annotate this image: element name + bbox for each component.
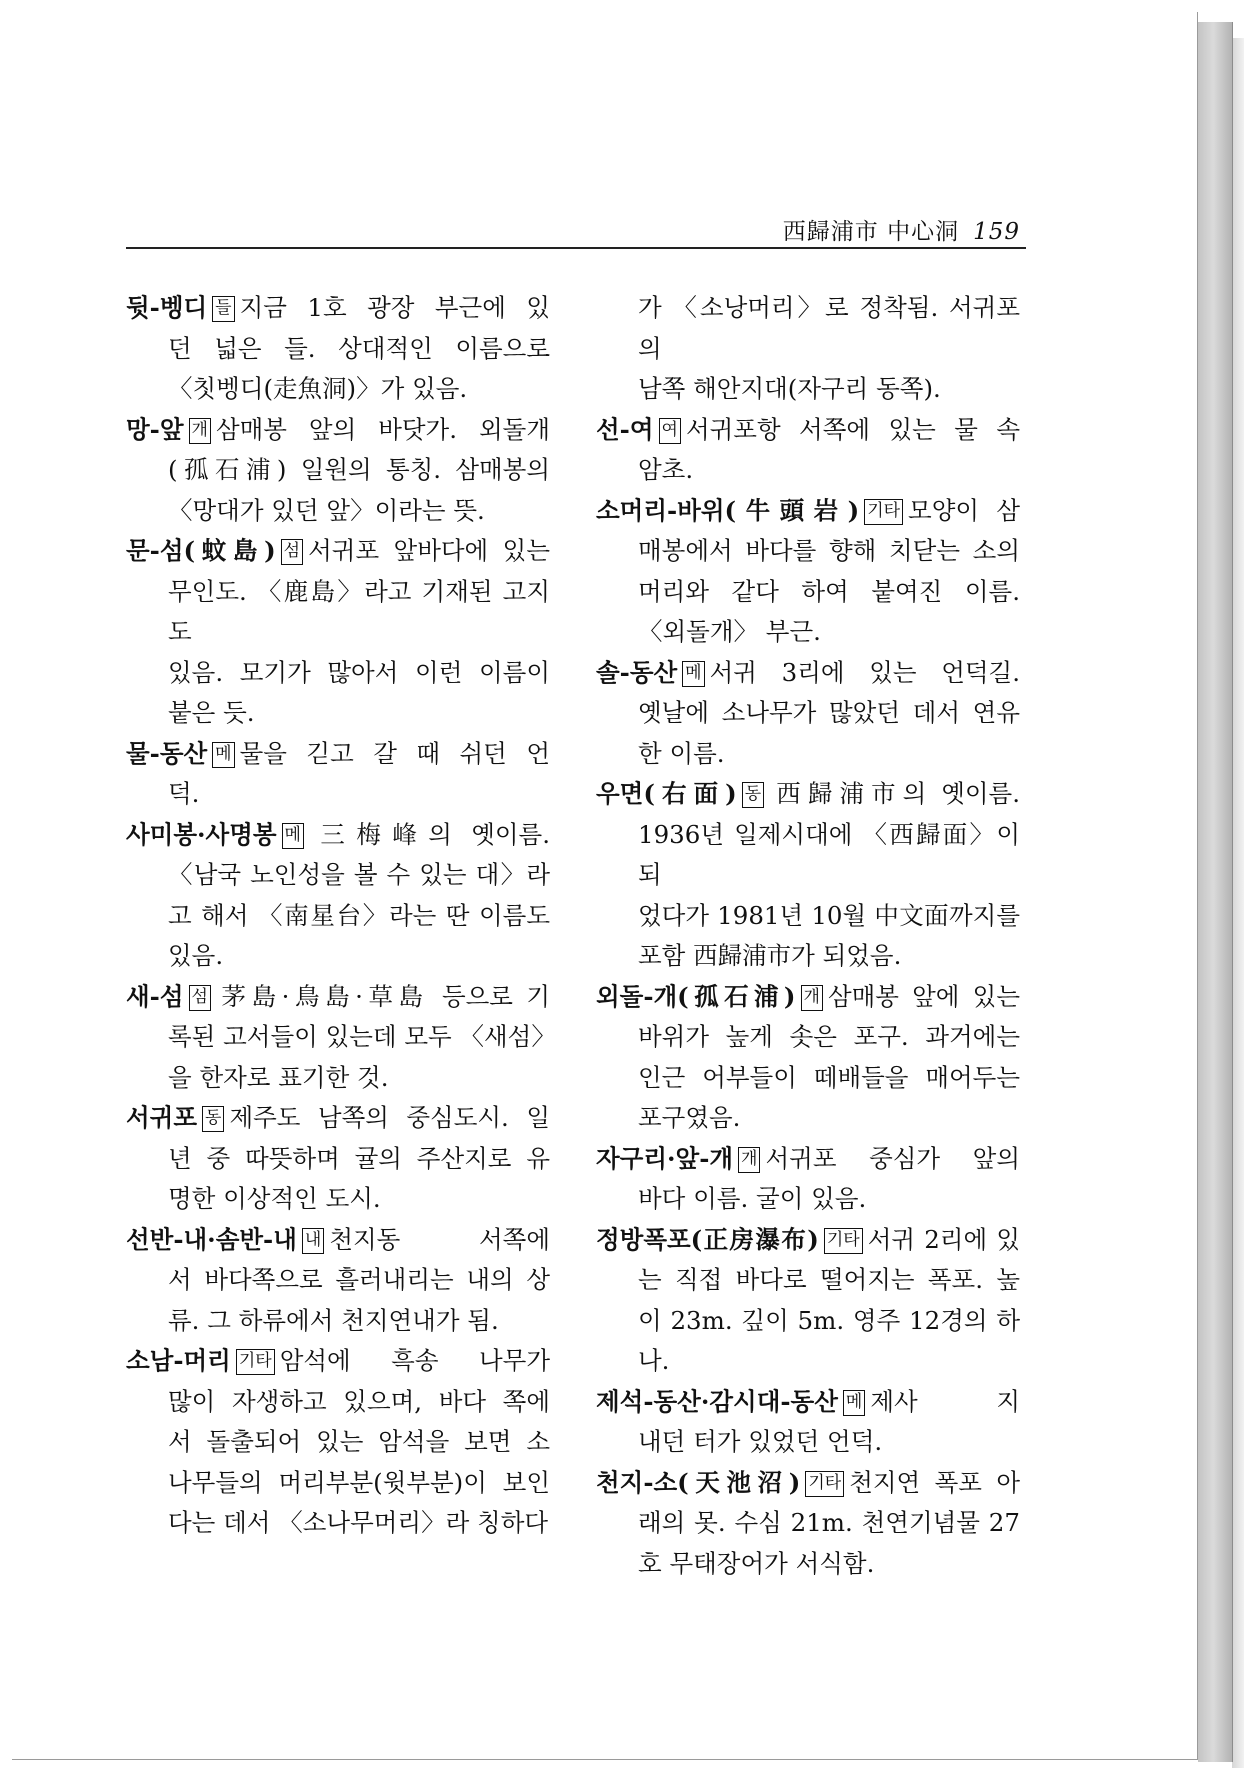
entry-definition-line: 옛날에 소나무가 많았던 데서 연유: [638, 698, 1020, 727]
running-head: [780, 213, 1020, 246]
entry-definition-line: 던 넓은 들. 상대적인 이름으로: [168, 333, 550, 363]
dictionary-entry: [596, 288, 1020, 410]
entry-definition-line: 1936년 일제시대에 〈西歸面〉이 되: [638, 819, 1020, 889]
entry-definition-line: 〈남국 노인성을 볼 수 있는 대〉라: [168, 860, 550, 889]
entry-definition-line: 덕.: [168, 779, 200, 808]
entry-headword: 새-섬: [126, 981, 184, 1011]
dictionary-entry: [596, 491, 1020, 653]
entry-definition-start: 물을 긷고 갈 때 쉬던 언: [239, 738, 550, 768]
entry-definition-line: 래의 못. 수심 21m. 천연기념물 27: [638, 1508, 1020, 1537]
page-edge-shadow: [1232, 38, 1244, 1768]
entry-definition-line: 가 〈소낭머리〉로 정착됨. 서귀포의: [638, 293, 1020, 363]
dictionary-entry: [126, 1098, 550, 1220]
entry-definition-line: 바위가 높게 솟은 포구. 과거에는: [638, 1022, 1020, 1051]
entry-first-line: [126, 815, 550, 856]
entry-definition-line: 있음.: [168, 941, 224, 970]
entry-definition-line: 을 한자로 표기한 것.: [168, 1062, 389, 1092]
right-column: [596, 288, 1020, 1584]
entry-definition-start: 천지연 폭포 아: [849, 1467, 1020, 1497]
entry-definition-line: 암초.: [638, 455, 694, 484]
entry-headword: 뒷-벵디: [126, 293, 208, 322]
entry-headword: 사미봉·사명봉: [126, 819, 277, 849]
entry-definition-start: 서귀포항 서쪽에 있는 물 속: [685, 414, 1020, 444]
entry-first-line: [126, 410, 550, 451]
dictionary-entry: [596, 1463, 1020, 1585]
entry-category-tag: 기타: [805, 1471, 844, 1497]
dictionary-entry: [126, 977, 556, 1099]
entry-definition-line: 서 돌출되어 있는 암석을 보면 소: [168, 1427, 550, 1456]
entry-headword: 망-앞: [126, 414, 184, 444]
entry-category-tag: 동: [742, 782, 764, 808]
entry-definition-line: 었다가 1981년 10월 中文面까지를: [638, 900, 1020, 930]
left-column: [126, 288, 556, 1544]
entry-definition-line: 명한 이상적인 도시.: [168, 1184, 381, 1213]
header-rule: [126, 247, 1026, 249]
entry-headword: 문-섬(蚊島): [126, 536, 276, 565]
entry-definition-start: 三梅峰의 옛이름.: [308, 819, 550, 849]
entry-first-line: [126, 734, 550, 775]
entry-definition-line: 인근 어부들이 떼배들을 매어두는: [638, 1062, 1020, 1092]
entry-definition-start: 천지동 서쪽에: [329, 1224, 550, 1254]
entry-first-line: [596, 653, 1020, 694]
entry-definition-start: 서귀포 앞바다에 있는: [308, 536, 551, 565]
dictionary-entry: [126, 1341, 550, 1544]
entry-definition-line: 많이 자생하고 있으며, 바다 쪽에: [168, 1386, 550, 1416]
entry-headword: 물-동산: [126, 738, 208, 768]
entry-definition-line: 류. 그 하류에서 천지연내가 됨.: [168, 1305, 499, 1335]
entry-first-line: [596, 774, 1020, 815]
dictionary-entry: [126, 734, 550, 815]
entry-definition-line: 고 해서 〈南星台〉라는 딴 이름도: [168, 900, 550, 930]
entry-definition-line: 〈망대가 있던 앞〉이라는 뜻.: [168, 495, 485, 525]
entry-first-line: [596, 491, 1020, 532]
entry-category-tag: 개: [738, 1147, 760, 1173]
dictionary-entry: [126, 288, 550, 410]
entry-first-line: [596, 1139, 1020, 1180]
entry-first-line: [126, 1220, 550, 1261]
entry-definition-start: 茅島·鳥島·草島 등으로 기: [215, 981, 550, 1011]
entry-category-tag: 들: [212, 296, 234, 322]
entry-headword: 정방폭포(正房瀑布): [596, 1224, 819, 1254]
entry-definition-start: 지금 1호 광장 부근에 있: [239, 293, 550, 322]
entry-first-line: [596, 1463, 1020, 1504]
entry-category-tag: 메: [212, 742, 234, 768]
entry-headword: 솔-동산: [596, 657, 678, 687]
entry-definition-line: 이 23m. 깊이 5m. 영주 12경의 하: [638, 1305, 1020, 1335]
entry-headword: 서귀포: [126, 1103, 198, 1132]
dictionary-entry: [126, 815, 550, 977]
entry-definition-line: 나.: [638, 1346, 670, 1375]
entry-category-tag: 기타: [864, 499, 903, 525]
entry-definition-line: 포구였음.: [638, 1103, 741, 1132]
entry-headword: 소머리-바위(牛頭岩): [596, 495, 860, 525]
entry-category-tag: 메: [843, 1390, 865, 1416]
entry-first-line: [596, 977, 1020, 1018]
entry-definition-line: 남쪽 해안지대(자구리 동쪽).: [638, 374, 941, 403]
entry-definition-start: 모양이 삼: [908, 495, 1020, 525]
entry-definition-start: 서귀 3리에 있는 언덕길.: [709, 657, 1020, 687]
entry-definition-start: 西歸浦市의 옛이름.: [769, 779, 1020, 808]
entry-headword: 제석-동산·감시대-동산: [596, 1386, 838, 1416]
entry-definition-start: 서귀 2리에 있: [867, 1224, 1020, 1254]
entry-definition-line: 내던 터가 있었던 언덕.: [638, 1427, 883, 1456]
entry-category-tag: 동: [202, 1106, 224, 1132]
entry-definition-start: 제주도 남쪽의 중심도시. 일: [229, 1103, 550, 1132]
dictionary-entry: [126, 1220, 550, 1342]
entry-definition-start: 삼매봉 앞에 있는: [827, 981, 1020, 1011]
entry-first-line: [596, 1220, 1020, 1261]
entry-first-line: [126, 1341, 550, 1382]
entry-category-tag: 섬: [189, 985, 211, 1011]
dictionary-entry: [596, 1139, 1020, 1220]
entry-category-tag: 개: [801, 985, 823, 1011]
entry-definition-line: 는 직접 바다로 떨어지는 폭포. 높: [638, 1265, 1020, 1294]
entry-headword: 선반-내·솜반-내: [126, 1224, 297, 1254]
page-number: 159: [973, 219, 1020, 245]
entry-category-tag: 기타: [236, 1349, 275, 1375]
entry-definition-line: 붙은 듯.: [168, 698, 255, 727]
entry-definition-line: 무인도. 〈鹿島〉라고 기재된 고지도: [168, 576, 550, 646]
entry-category-tag: 메: [282, 823, 304, 849]
entry-definition-line: 있음. 모기가 많아서 이런 이름이: [168, 657, 550, 687]
entry-category-tag: 여: [659, 418, 681, 444]
entry-definition-line: 매봉에서 바다를 향해 치닫는 소의: [638, 536, 1020, 565]
dictionary-entry: [596, 774, 1020, 977]
entry-definition-line: 〈칫벵디(走魚洞)〉가 있음.: [168, 374, 468, 403]
entry-first-line: [596, 1382, 1020, 1423]
entry-first-line: [126, 1098, 550, 1139]
entry-definition-line: 머리와 같다 하여 붙여진 이름.: [638, 576, 1020, 606]
entry-headword: 선-여: [596, 414, 654, 444]
dictionary-entry: [596, 1220, 1020, 1382]
entry-definition-line: 나무들의 머리부분(윗부분)이 보인: [168, 1467, 550, 1497]
entry-definition-line: 서 바다쪽으로 흘러내리는 내의 상: [168, 1265, 550, 1294]
entry-category-tag: 개: [189, 418, 211, 444]
entry-definition-line: 〈외돌개〉 부근.: [638, 617, 821, 646]
dictionary-entry: [596, 977, 1020, 1139]
entry-category-tag: 메: [682, 661, 704, 687]
entry-category-tag: 섬: [281, 539, 303, 565]
dictionary-entry: [126, 410, 550, 532]
entry-category-tag: 내: [302, 1228, 324, 1254]
book-page-edges: [1198, 22, 1233, 1762]
dictionary-entry: [596, 410, 1020, 491]
entry-definition-start: 삼매봉 앞의 바닷가. 외돌개: [215, 414, 550, 444]
entry-definition-line: 포함 西歸浦市가 되었음.: [638, 941, 902, 970]
dictionary-entry: [596, 653, 1020, 775]
entry-definition-line: 바다 이름. 굴이 있음.: [638, 1184, 867, 1213]
entry-definition-start: 제사 지: [870, 1386, 1020, 1416]
dictionary-entry: [126, 531, 550, 734]
entry-definition-line: 한 이름.: [638, 738, 725, 768]
entry-headword: 소남-머리: [126, 1346, 231, 1375]
entry-first-line: [126, 288, 550, 329]
entry-definition-line: (孤石浦) 일원의 통칭. 삼매봉의: [168, 455, 550, 484]
entry-headword: 자구리·앞-개: [596, 1143, 734, 1173]
entry-definition-start: 암석에 흑송 나무가: [279, 1346, 550, 1375]
entry-definition-line: 호 무태장어가 서식함.: [638, 1548, 875, 1578]
entry-definition-line: 년 중 따뜻하며 귤의 주산지로 유: [168, 1143, 550, 1173]
entry-definition-line: 다는 데서 〈소나무머리〉라 칭하다: [168, 1508, 549, 1537]
entry-first-line: [596, 410, 1020, 451]
entry-first-line: [126, 531, 550, 572]
entry-definition-start: 서귀포 중심가 앞의: [765, 1143, 1020, 1173]
entry-headword: 외돌-개(孤石浦): [596, 981, 796, 1011]
entry-category-tag: 기타: [824, 1228, 863, 1254]
entry-definition-line: 록된 고서들이 있는데 모두 〈새섬〉: [168, 1022, 556, 1051]
running-head-title: 西歸浦市 中心洞: [782, 219, 960, 245]
dictionary-entry: [596, 1382, 1020, 1463]
entry-headword: 천지-소(天池沼): [596, 1467, 801, 1497]
entry-first-line: [126, 977, 550, 1018]
entry-headword: 우면(右面): [596, 779, 737, 808]
